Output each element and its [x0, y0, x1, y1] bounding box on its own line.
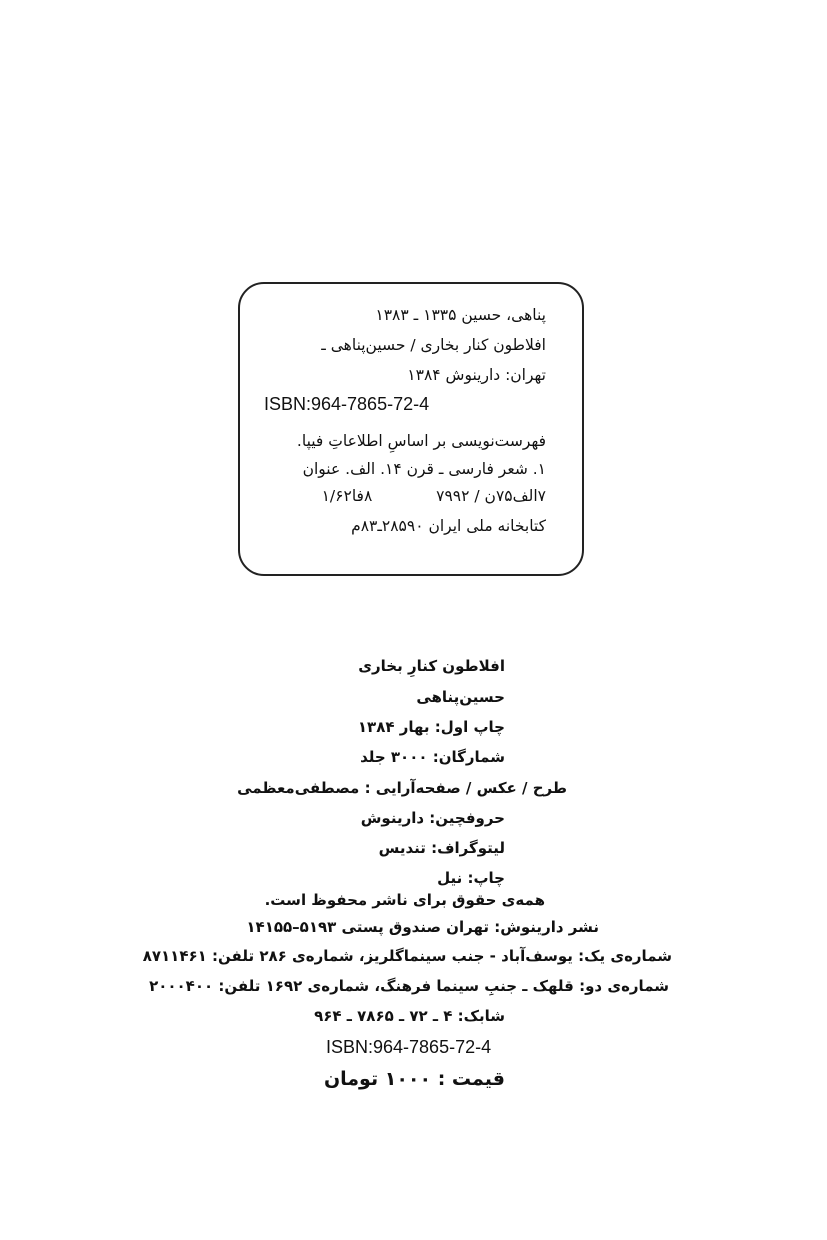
- colophon-edition: چاپ اول: بهار ۱۳۸۴: [357, 718, 505, 736]
- catalog-class-a: ۷الف۷۵ن / ۷۹۹۲: [436, 487, 546, 505]
- colophon-author: حسین‌پناهی: [416, 688, 505, 706]
- colophon-branch-two: شماره‌ی دو: قلهک ـ جنبِ سینما فرهنگ، شماره‌ی ۱۶۹۲ تلفن: ۲۰۰۰۴۰۰: [149, 977, 669, 995]
- catalog-card: [238, 282, 584, 576]
- catalog-publication-line: تهران: دارینوش ۱۳۸۴: [407, 366, 546, 384]
- colophon-design-credit: طرح / عکس / صفحه‌آرایی : مصطفی‌معظمی: [237, 779, 567, 797]
- colophon-shabak: شابک: ۴ ـ ۷۲ ـ ۷۸۶۵ ـ ۹۶۴: [314, 1007, 505, 1025]
- catalog-author-line: پناهی، حسین ۱۳۳۵ ـ ۱۳۸۳: [375, 306, 546, 324]
- colophon-publisher: نشر دارینوش: تهران صندوق پستی ۵۱۹۳–۱۴۱۵۵: [246, 918, 599, 936]
- catalog-class-b: ۸فا۱/۶۲: [321, 487, 373, 505]
- catalog-library-line: کتابخانه ملی ایران ۲۸۵۹۰ـ۸۳م: [351, 517, 546, 535]
- colophon-title: افلاطون کنارِ بخاری: [358, 657, 505, 675]
- colophon-branch-one: شماره‌ی یک: یوسف‌آباد - جنب سینماگلریز، شماره‌ی ۲۸۶ تلفن: ۸۷۱۱۴۶۱: [142, 947, 672, 965]
- colophon-typesetting: حروفچین: دارینوش: [360, 809, 505, 827]
- catalog-isbn: ISBN:964-7865-72-4: [264, 394, 430, 414]
- colophon-price: قیمت : ۱۰۰۰ تومان: [323, 1068, 505, 1090]
- colophon-printing: چاپ: نیل: [437, 869, 505, 887]
- colophon-rights: همه‌ی حقوق برای ناشر محفوظ است.: [264, 891, 545, 909]
- catalog-cip-note: فهرست‌نویسی بر اساسِ اطلاعاتِ فیپا.: [296, 432, 546, 450]
- catalog-subject-line: ۱. شعر فارسی ـ قرن ۱۴. الف. عنوان: [302, 460, 546, 478]
- catalog-classification-line: [322, 485, 546, 507]
- colophon-lithography: لیتوگراف: تندیس: [378, 839, 505, 857]
- catalog-title-line: افلاطون کنار بخاری / حسین‌پناهی ـ: [321, 336, 546, 354]
- colophon-isbn: ISBN:964-7865-72-4: [326, 1037, 492, 1057]
- colophon-print-run: شمارگان: ۳۰۰۰ جلد: [360, 748, 505, 766]
